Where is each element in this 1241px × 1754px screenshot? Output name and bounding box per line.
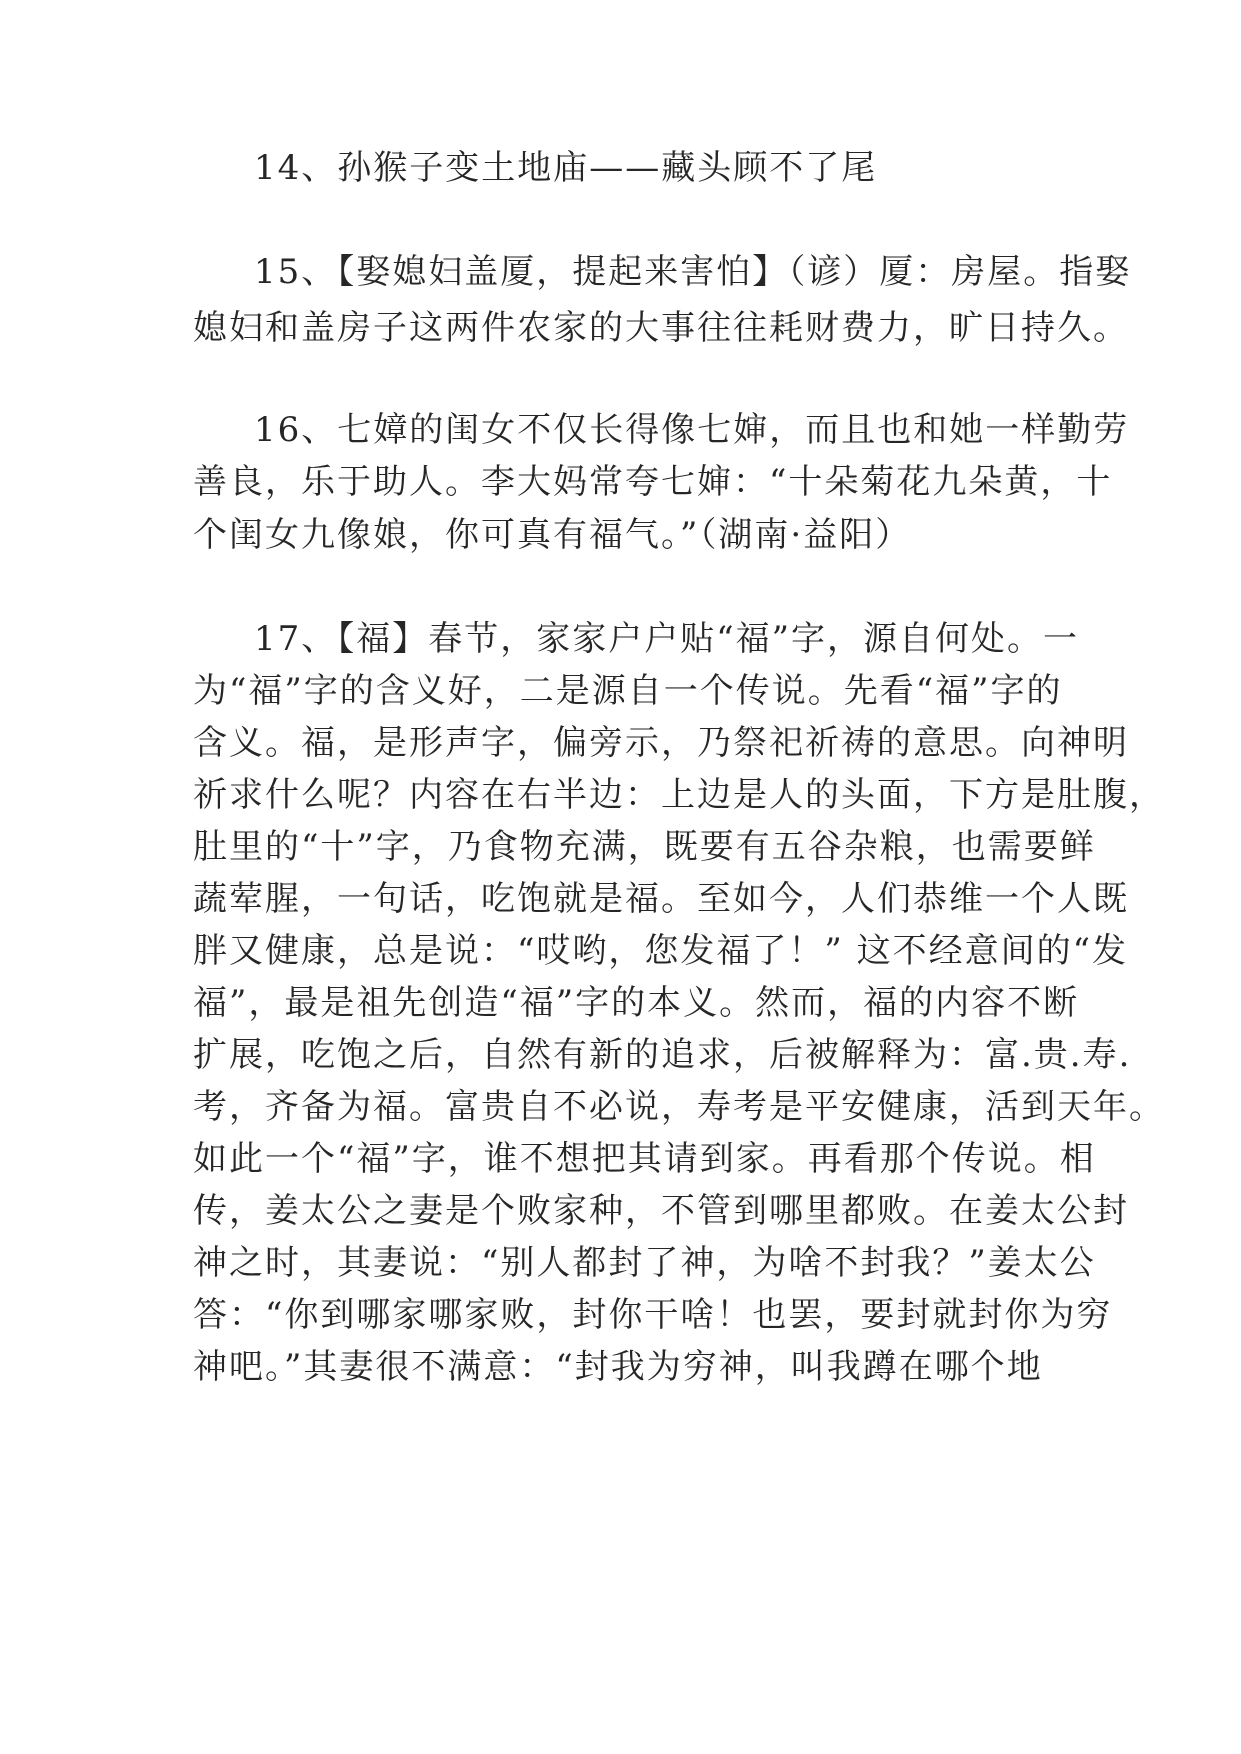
paragraph-17-line-7: 胖又健康，总是说：“哎哟，您发福了！” 这不经意间的“发 [193,931,1128,971]
paragraph-17-line-13: 神之时，其妻说：“别人都封了神，为啥不封我？”姜太公 [193,1243,1096,1283]
paragraph-17-line-5: 肚里的“十”字，乃食物充满，既要有五谷杂粮，也需要鲜 [193,827,1096,867]
paragraph-16-line-3: 个闺女九像娘，你可真有福气。”（湖南·益阳） [193,515,912,555]
paragraph-14-line-1: 14、孙猴子变土地庙——藏头顾不了尾 [254,148,878,188]
paragraph-17-line-2: 为“福”字的含义好，二是源自一个传说。先看“福”字的 [193,671,1063,711]
paragraph-17-line-4: 祈求什么呢？内容在右半边：上边是人的头面，下方是肚腹， [193,775,1165,815]
paragraph-17-line-12: 传，姜太公之妻是个败家种，不管到哪里都败。在姜太公封 [193,1191,1129,1231]
paragraph-15-line-2: 媳妇和盖房子这两件农家的大事往往耗财费力，旷日持久。 [193,308,1129,348]
paragraph-17-line-10: 考，齐备为福。富贵自不必说，寿考是平安健康，活到天年。 [193,1087,1165,1127]
paragraph-17-line-9: 扩展，吃饱之后，自然有新的追求，后被解释为：富.贵.寿. [193,1035,1132,1075]
paragraph-17-line-15: 神吧。”其妻很不满意：“封我为穷神，叫我蹲在哪个地 [193,1347,1043,1387]
paragraph-16-line-1: 16、七嫜的闺女不仅长得像七婶，而且也和她一样勤劳 [254,410,1130,450]
paragraph-15-line-1: 15、【娶媳妇盖厦，提起来害怕】（谚）厦：房屋。指娶 [254,252,1132,292]
paragraph-17-line-3: 含义。福，是形声字，偏旁示，乃祭祀祈祷的意思。向神明 [193,723,1129,763]
paragraph-17-line-1: 17、【福】春节，家家户户贴“福”字，源自何处。一 [254,619,1080,659]
paragraph-16-line-2: 善良，乐于助人。李大妈常夸七婶：“十朵菊花九朵黄，十 [193,462,1113,502]
paragraph-17-line-14: 答：“你到哪家哪家败，封你干啥！也罢，要封就封你为穷 [193,1295,1113,1335]
paragraph-17-line-11: 如此一个“福”字，谁不想把其请到家。再看那个传说。相 [193,1139,1096,1179]
paragraph-17-line-6: 蔬荤腥，一句话，吃饱就是福。至如今，人们恭维一个人既 [193,879,1129,919]
paragraph-17-line-8: 福”，最是祖先创造“福”字的本义。然而，福的内容不断 [193,983,1080,1023]
